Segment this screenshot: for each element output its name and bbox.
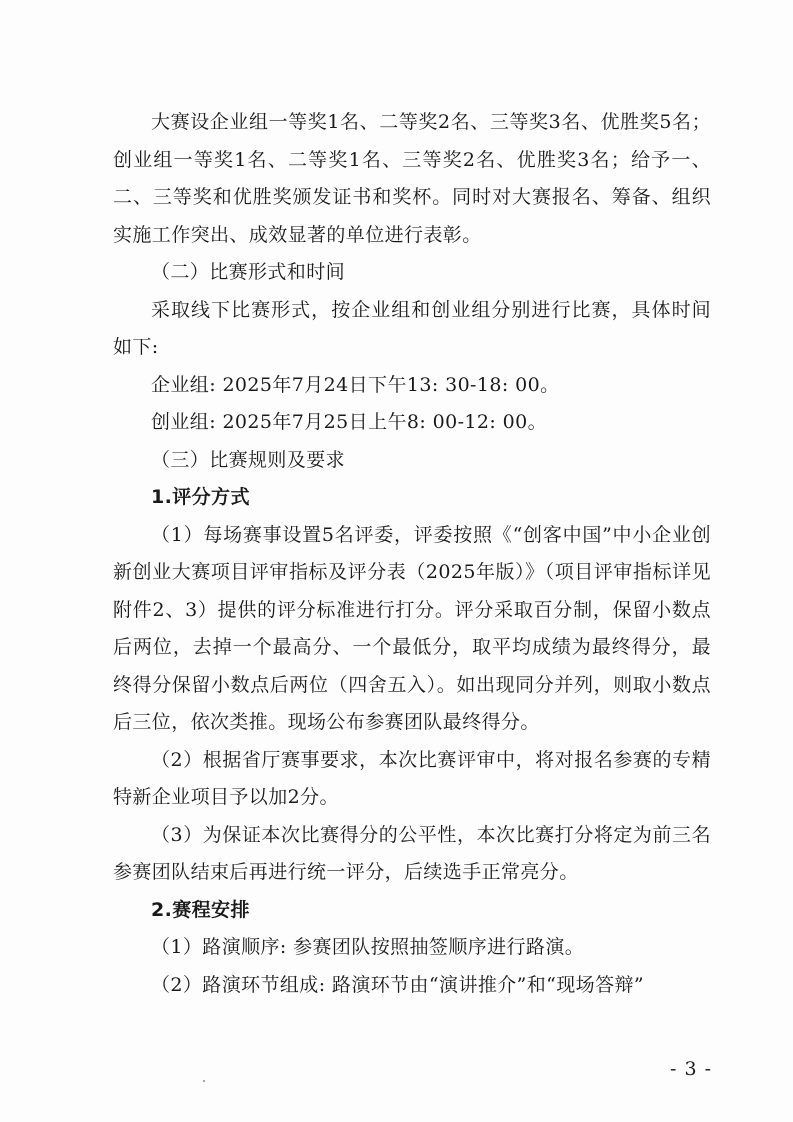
enterprise-group-time: 企业组: 2025年7月24日下午13: 30-18: 00。 — [151, 373, 560, 396]
subheading-schedule: 2.赛程安排 — [151, 898, 250, 921]
scoring-paragraph-3: （3）为保证本次比赛得分的公平性，本次比赛打分将定为前三名参赛团队结束后再进行统一评分，后续选手正常亮分。 — [113, 823, 711, 883]
section-heading-rules: （三）比赛规则及要求 — [151, 448, 346, 471]
format-paragraph: 采取线下比赛形式，按企业组和创业组分别进行比赛，具体时间如下: — [113, 298, 711, 358]
schedule-paragraph-2: （2）路演环节组成: 路演环节由“演讲推介”和“现场答辩” — [151, 973, 644, 996]
scoring-paragraph-2: （2）根据省厅赛事要求，本次比赛评审中，将对报名参赛的专精特新企业项目予以加2分。 — [113, 748, 711, 808]
scoring-paragraph-1: （1）每场赛事设置5名评委，评委按照《“创客中国”中小企业创新创业大赛项目评审指标及评分表（2025年版）》（项目评审指标详见附件2、3）提供的评分标准进行打分。评分采取百分制，保留小数点后两位，去掉一个最高分、一个最低分，取平均成绩为最终得分，最终得分保留小数点后两位（四舍五入）。如出现同分并列，则取小数点后三位，依次类推。现场公布参赛团队最终得分。 — [113, 523, 711, 733]
document-body — [113, 104, 711, 1004]
awards-paragraph: 大赛设企业组一等奖1名、二等奖2名、三等奖3名、优胜奖5名；创业组一等奖1名、二等奖1名、三等奖2名、优胜奖3名；给予一、二、三等奖和优胜奖颁发证书和奖杯。同时对大赛报名、筹备、组织实施工作突出、成效显著的单位进行表彰。 — [113, 111, 711, 246]
scan-speck — [203, 1080, 205, 1082]
startup-group-time: 创业组: 2025年7月25日上午8: 00-12: 00。 — [151, 411, 547, 433]
schedule-paragraph-1: （1）路演顺序: 参赛团队按照抽签顺序进行路演。 — [151, 936, 585, 958]
subheading-scoring-method: 1.评分方式 — [151, 486, 250, 508]
section-heading-competition-format: （二）比赛形式和时间 — [151, 261, 346, 283]
page-number: - 3 - — [670, 1058, 713, 1080]
